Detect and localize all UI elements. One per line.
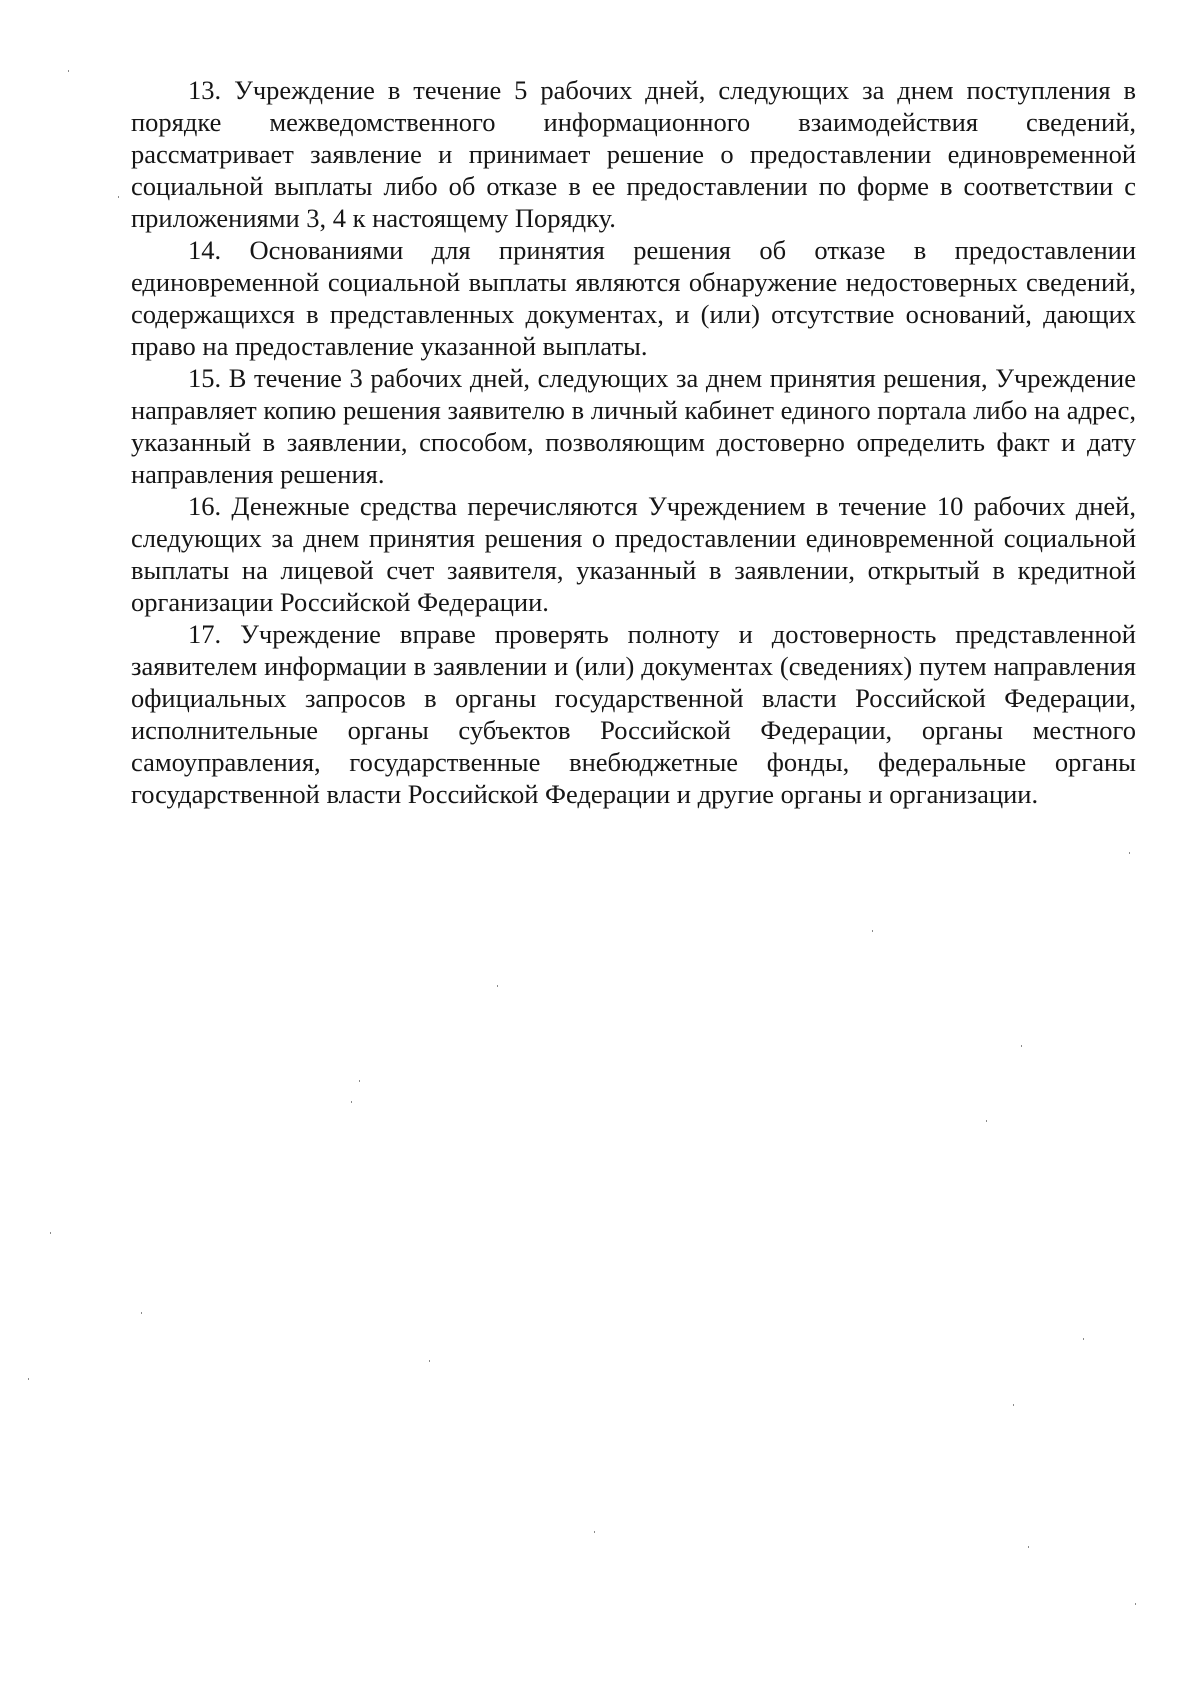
- paragraph-13: 13. Учреждение в течение 5 рабочих дней, следующих за днем поступления в порядке межведомственного информационного взаимодействия сведений, рассматривает заявление и принимает решение о предоставлении единовременной социальной выплаты либо об отказе в ее предоставлении по форме в соответствии с приложениями 3, 4 к настоящему Порядку.: [131, 75, 1136, 233]
- scan-speck: [1083, 1338, 1084, 1340]
- scan-speck: [359, 1080, 360, 1082]
- document-body: [131, 74, 1136, 810]
- scan-speck: [141, 1312, 142, 1314]
- scan-speck: [1028, 1546, 1029, 1548]
- scan-speck: [1013, 1404, 1014, 1406]
- scan-speck: [118, 196, 119, 198]
- scan-speck: [429, 1360, 430, 1362]
- scan-speck: [1135, 1603, 1136, 1605]
- paragraph-14: 14. Основаниями для принятия решения об отказе в предоставлении единовременной социальной выплаты являются обнаружение недостоверных сведений, содержащихся в представленных документах, и (или) отсутствие оснований, дающих право на предоставление указанной выплаты.: [131, 235, 1136, 361]
- scan-speck: [351, 1101, 352, 1103]
- scan-speck: [497, 985, 498, 987]
- scan-speck: [594, 1531, 595, 1533]
- scan-speck: [68, 70, 69, 72]
- scan-speck: [1129, 852, 1130, 854]
- paragraph-15: 15. В течение 3 рабочих дней, следующих за днем принятия решения, Учреждение направляет копию решения заявителю в личный кабинет единого портала либо на адрес, указанный в заявлении, способом, позволяющим достоверно определить факт и дату направления решения.: [131, 363, 1136, 489]
- scan-speck: [1021, 1045, 1022, 1047]
- scan-speck: [986, 1120, 987, 1122]
- scan-speck: [28, 1378, 29, 1380]
- scan-speck: [50, 1232, 51, 1234]
- paragraph-16: 16. Денежные средства перечисляются Учреждением в течение 10 рабочих дней, следующих за днем принятия решения о предоставлении единовременной социальной выплаты на лицевой счет заявителя, указанный в заявлении, открытый в кредитной организации Российской Федерации.: [131, 491, 1136, 617]
- scan-speck: [872, 930, 873, 932]
- paragraph-17: 17. Учреждение вправе проверять полноту и достоверность представленной заявителем информации в заявлении и (или) документах (сведениях) путем направления официальных запросов в органы государственной власти Российской Федерации, исполнительные органы субъектов Российской Федерации, органы местного самоуправления, государственные внебюджетные фонды, федеральные органы государственной власти Российской Федерации и другие органы и организации.: [131, 619, 1136, 809]
